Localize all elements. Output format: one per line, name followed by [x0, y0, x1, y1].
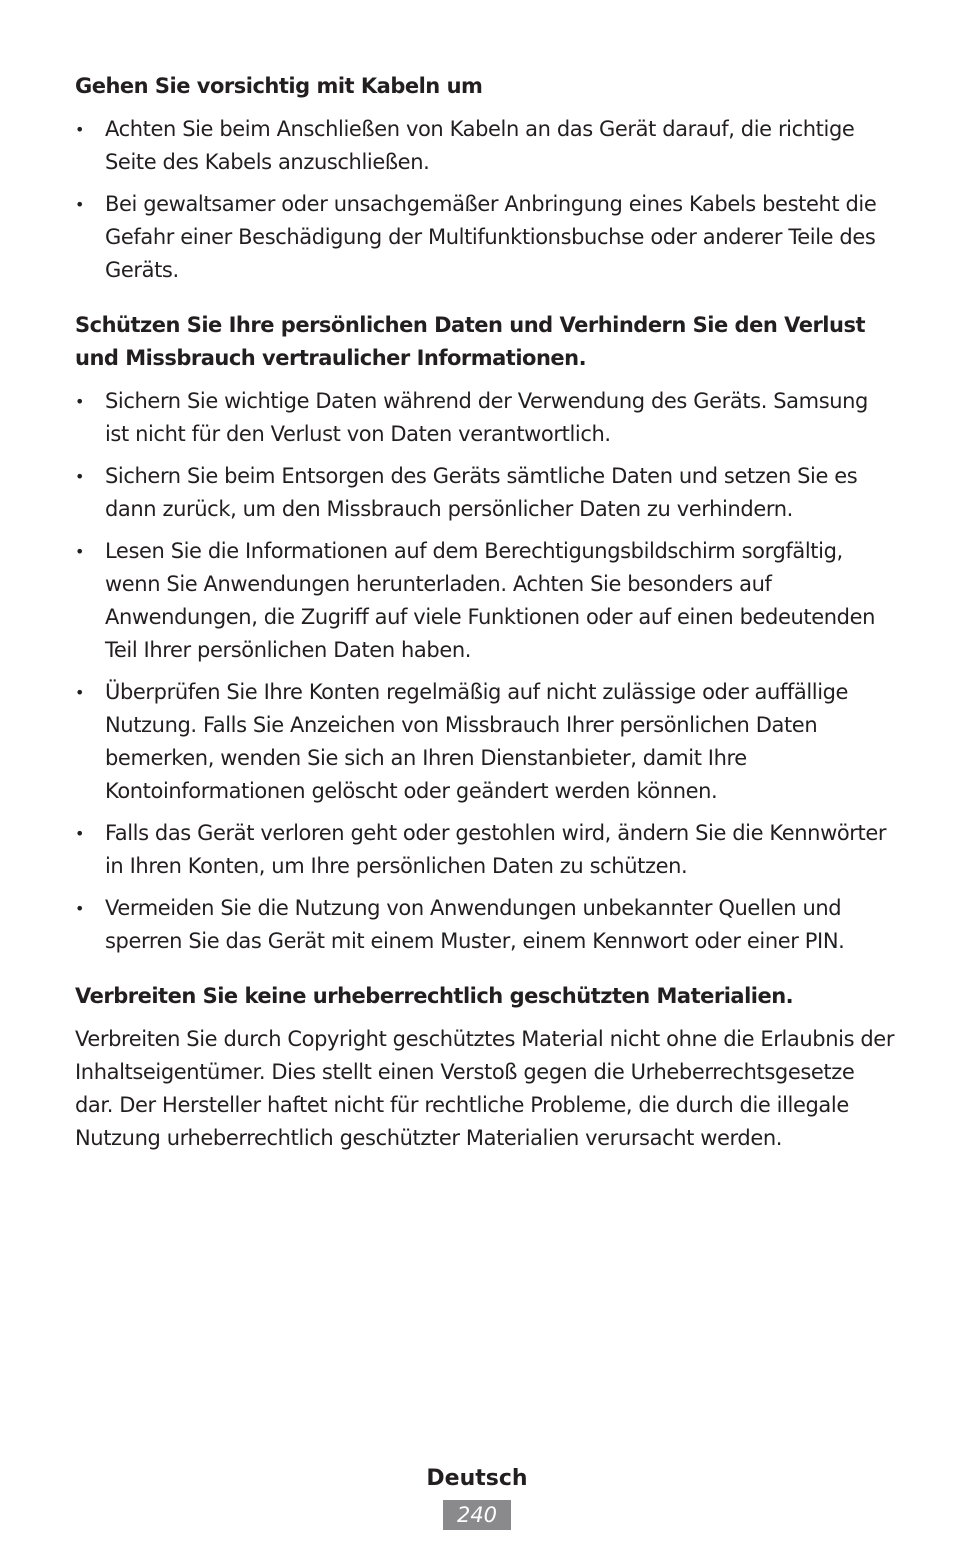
- list-item: [75, 676, 895, 808]
- list-item: [75, 535, 895, 667]
- page-number: 240: [443, 1500, 511, 1530]
- list-item: [75, 385, 895, 451]
- list-item: [75, 892, 895, 958]
- bullet-list: [75, 113, 895, 287]
- list-item-text: Bei gewaltsamer oder unsachgemäßer Anbringung eines Kabels besteht die Gefahr einer Beschädigung der Multifunktionsbuchse oder anderer Teile des Geräts.: [105, 192, 877, 282]
- section-copyright: [75, 980, 895, 1155]
- section-personal-data: [75, 309, 895, 958]
- list-item-text: Sichern Sie beim Entsorgen des Geräts sämtliche Daten und setzen Sie es dann zurück, um den Missbrauch persönlicher Daten zu verhindern.: [105, 464, 858, 521]
- list-item-text: Lesen Sie die Informationen auf dem Berechtigungsbildschirm sorgfältig, wenn Sie Anwendungen herunterladen. Achten Sie besonders auf Anwendungen, die Zugriff auf viele Funktionen oder auf einen bedeutenden Teil Ihrer persönlichen Daten haben.: [105, 539, 876, 662]
- body-paragraph: Verbreiten Sie durch Copyright geschütztes Material nicht ohne die Erlaubnis der Inhaltseigentümer. Dies stellt einen Verstoß gegen die Urheberrechtsgesetze dar. Der Hersteller haftet nicht für rechtliche Probleme, die durch die illegale Nutzung urheberrechtlich geschützter Materialien verursacht werden.: [75, 1027, 895, 1150]
- bullet-icon: •: [75, 195, 85, 214]
- list-item-text: Achten Sie beim Anschließen von Kabeln an das Gerät darauf, die richtige Seite des Kabels anzuschließen.: [105, 117, 855, 174]
- bullet-icon: •: [75, 120, 85, 139]
- page-footer: [0, 1462, 954, 1530]
- section-cables: [75, 70, 895, 287]
- bullet-list: [75, 385, 895, 958]
- bullet-icon: •: [75, 899, 85, 918]
- bullet-icon: •: [75, 542, 85, 561]
- list-item-text: Falls das Gerät verloren geht oder gestohlen wird, ändern Sie die Kennwörter in Ihren Konten, um Ihre persönlichen Daten zu schützen.: [105, 821, 887, 878]
- list-item: [75, 460, 895, 526]
- section-title: Schützen Sie Ihre persönlichen Daten und Verhindern Sie den Verlust und Missbrauch vertraulicher Informationen.: [75, 313, 865, 370]
- bullet-icon: •: [75, 824, 85, 843]
- bullet-icon: •: [75, 467, 85, 486]
- list-item-text: Überprüfen Sie Ihre Konten regelmäßig auf nicht zulässige oder auffällige Nutzung. Falls Sie Anzeichen von Missbrauch Ihrer persönlichen Daten bemerken, wenden Sie sich an Ihren Dienstanbieter, damit Ihre Kontoinformationen gelöscht oder geändert werden können.: [105, 680, 849, 803]
- section-title: Gehen Sie vorsichtig mit Kabeln um: [75, 74, 483, 98]
- bullet-icon: •: [75, 392, 85, 411]
- footer-language: Deutsch: [426, 1466, 528, 1491]
- list-item: [75, 113, 895, 179]
- section-title: Verbreiten Sie keine urheberrechtlich geschützten Materialien.: [75, 984, 794, 1008]
- list-item-text: Sichern Sie wichtige Daten während der Verwendung des Geräts. Samsung ist nicht für den Verlust von Daten verantwortlich.: [105, 389, 868, 446]
- list-item: [75, 188, 895, 287]
- document-page: [75, 70, 895, 1155]
- bullet-icon: •: [75, 683, 85, 702]
- list-item-text: Vermeiden Sie die Nutzung von Anwendungen unbekannter Quellen und sperren Sie das Gerät mit einem Muster, einem Kennwort oder einer PIN.: [105, 896, 845, 953]
- list-item: [75, 817, 895, 883]
